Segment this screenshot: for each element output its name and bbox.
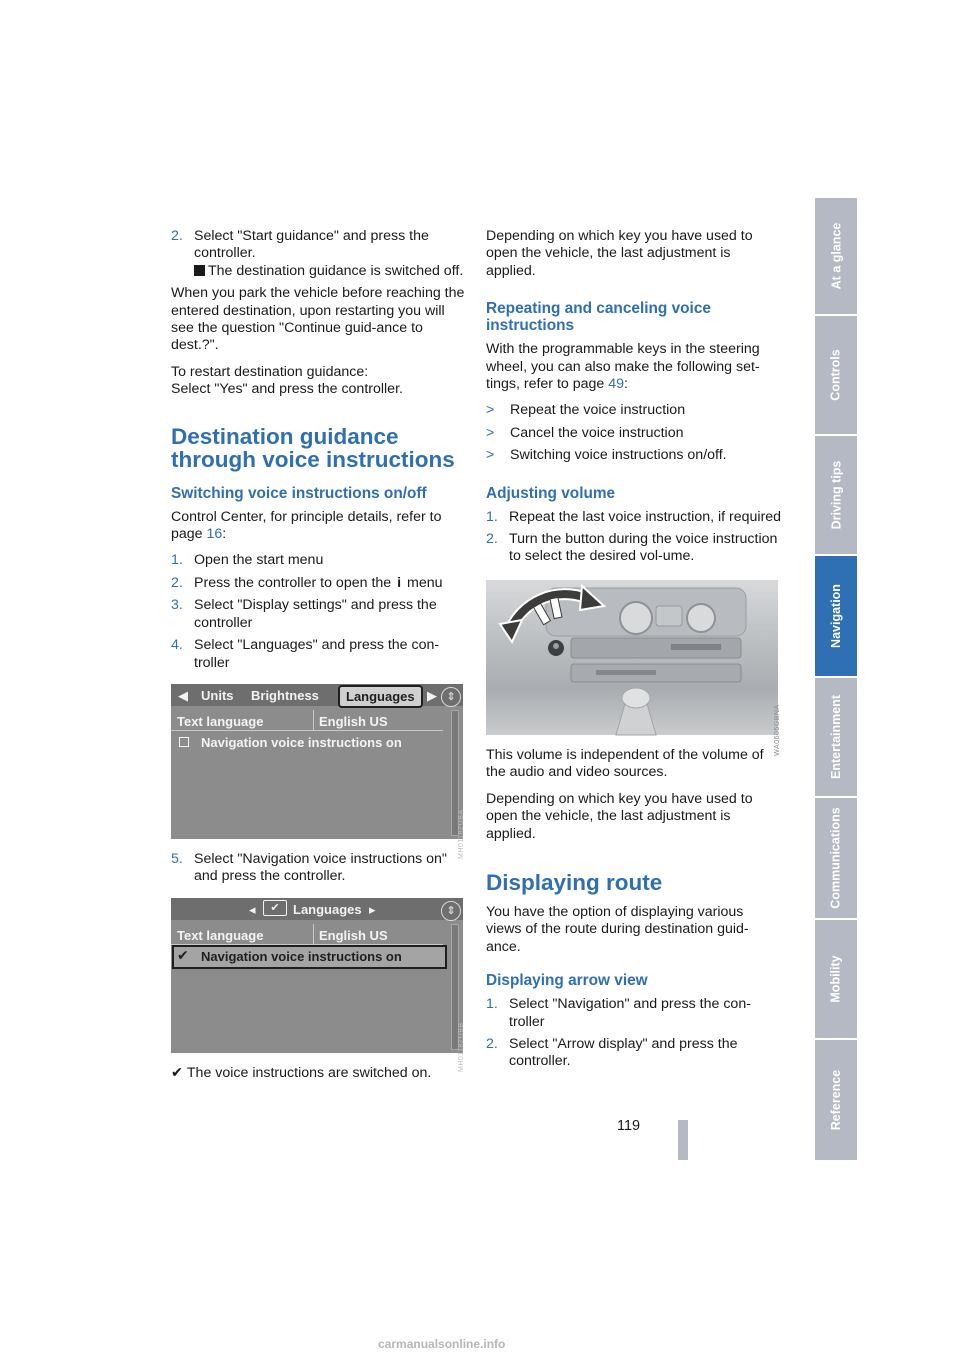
- arrow-step-2: [486, 1036, 782, 1071]
- step-2: [171, 575, 467, 592]
- route-paragraph: You have the option of displaying various views of the route during destination guid-ance.: [486, 903, 749, 955]
- arrow-step-1: [486, 996, 782, 1031]
- step-text: Press the controller to open the: [194, 574, 396, 591]
- restart-line-1: To restart destination guidance:: [171, 363, 369, 380]
- checkbox-icon[interactable]: [179, 737, 189, 747]
- end-of-note-icon: [194, 265, 205, 276]
- bullet-text: Switching voice instructions on/off.: [510, 447, 727, 464]
- menu-title-bar: [171, 898, 463, 920]
- bullet-marker: >: [486, 402, 495, 419]
- heading-line-1: Destination guidance: [171, 423, 399, 449]
- bullet-marker: >: [486, 447, 495, 464]
- footer-watermark: carmanualsonline.info: [378, 1337, 506, 1351]
- image-code: MH0118ZUBB: [458, 1022, 466, 1073]
- page-number: 119: [617, 1118, 641, 1134]
- subheading-volume: Adjusting volume: [486, 484, 616, 502]
- step-1: [171, 552, 467, 569]
- step-number: 4.: [171, 637, 183, 654]
- step-number: 3.: [171, 597, 183, 614]
- step-2-start-guidance: [171, 228, 467, 280]
- navigation-voice-option[interactable]: Navigation voice instructions on: [201, 948, 402, 964]
- cc-text: Control Center, for principle details, refer to page: [171, 508, 442, 543]
- step-5: [171, 851, 467, 886]
- cc-colon: :: [222, 526, 227, 543]
- tab-communications[interactable]: [815, 798, 857, 920]
- step-3: [171, 597, 467, 632]
- tab-driving-tips[interactable]: [815, 436, 857, 556]
- tab-label: Driving tips: [829, 460, 844, 530]
- step-text: Turn the button during the voice instruction to select the desired vol-ume.: [509, 531, 778, 565]
- image-code: MH0118ZUBA: [458, 808, 466, 859]
- prog-text: With the programmable keys in the steering wheel, you can also make the following set-tings, refer to page: [486, 341, 760, 393]
- tab-at-a-glance[interactable]: [815, 198, 857, 316]
- tab-reference[interactable]: [815, 1040, 857, 1160]
- switched-on-text: The voice instructions are switched on.: [186, 1064, 432, 1081]
- controller-knob-icon: ⇕: [441, 687, 461, 707]
- step-text: Select "Display settings" and press the controller: [194, 597, 437, 631]
- restart-paragraph: [171, 364, 467, 399]
- volume-step-2: [486, 531, 782, 566]
- tab-label: Controls: [829, 349, 844, 401]
- section-heading-voice: [171, 425, 467, 471]
- step-number: 1.: [486, 508, 498, 525]
- step-4: [171, 637, 467, 672]
- tab-label: Communications: [829, 807, 843, 909]
- bullet-text: Cancel the voice instruction: [510, 424, 684, 441]
- tab-label: Navigation: [829, 584, 843, 648]
- key-paragraph-2: Depending on which key you have used to open the vehicle, the last adjustment is applied.: [486, 790, 753, 842]
- programmable-keys-paragraph: [486, 341, 782, 393]
- step-text: Select "Navigation" and press the con-troller: [509, 996, 751, 1030]
- tab-units[interactable]: Units: [201, 687, 234, 703]
- text-language-label[interactable]: Text language: [177, 927, 264, 943]
- step-text: Select "Arrow display" and press the controller.: [509, 1035, 738, 1070]
- text-language-value: English US: [319, 927, 388, 943]
- switched-on-paragraph: [171, 1065, 467, 1082]
- image-code: WA0605GBNA: [773, 704, 781, 757]
- restart-line-2: Select "Yes" and press the controller.: [171, 381, 403, 398]
- text-language-value: English US: [319, 713, 388, 729]
- page-number-bar: [678, 1120, 688, 1160]
- step-text: Repeat the last voice instruction, if required: [509, 508, 782, 525]
- languages-menu-screenshot: [171, 684, 466, 859]
- page-link-16[interactable]: 16: [206, 526, 223, 543]
- subheading-switch: Switching voice instructions on/off: [171, 484, 427, 502]
- bullet-marker: >: [486, 424, 495, 441]
- checkmark-icon: ✔: [177, 946, 189, 963]
- park-paragraph: When you park the vehicle before reaching the entered destination, upon restarting you will see the question "Continue guid-ance to dest.?".: [171, 285, 465, 354]
- center-console-photo: [486, 580, 781, 757]
- step-text: Open the start menu: [194, 552, 324, 569]
- page-link-49[interactable]: 49: [608, 376, 625, 393]
- chapter-tabs: [815, 198, 857, 1160]
- arrow-left-icon: ◀: [178, 687, 188, 703]
- tab-label: Mobility: [829, 955, 843, 1003]
- step-text: Select "Start guidance" and press the controller.: [194, 228, 429, 262]
- arrow-right-icon: ▶: [427, 687, 437, 703]
- column-divider: [313, 924, 314, 944]
- arrow-left-icon: ◂: [249, 901, 256, 917]
- subheading-repeat: [486, 300, 782, 334]
- tab-entertainment[interactable]: [815, 678, 857, 798]
- column-divider: [313, 710, 314, 730]
- tab-languages[interactable]: Languages: [338, 685, 423, 708]
- bullet-item: [486, 402, 782, 419]
- checkmark-icon: ✔: [171, 1064, 183, 1081]
- bullet-text: Repeat the voice instruction: [510, 402, 686, 419]
- independent-volume-paragraph: This volume is independent of the volume of the audio and video sources.: [486, 746, 764, 781]
- tab-navigation[interactable]: [815, 556, 857, 678]
- heading-line-2: through voice instructions: [171, 446, 455, 472]
- step-number: 2.: [486, 531, 498, 548]
- right-column: [486, 228, 782, 1076]
- heading-line-2: instructions: [486, 317, 575, 335]
- heading-line-1: Repeating and canceling voice: [486, 300, 711, 318]
- bullet-item: [486, 425, 782, 442]
- check-tab-icon: ✔: [263, 900, 287, 916]
- step-number: 5.: [171, 850, 183, 867]
- menu-tab-bar: [171, 684, 463, 706]
- step-number: 1.: [486, 996, 498, 1013]
- navigation-voice-option[interactable]: Navigation voice instructions on: [201, 734, 402, 750]
- key-paragraph: Depending on which key you have used to open the vehicle, the last adjustment is applied.: [486, 228, 753, 279]
- tab-label: At a glance: [829, 222, 843, 290]
- subheading-arrow: Displaying arrow view: [486, 972, 648, 990]
- left-column: [171, 228, 467, 1091]
- text-language-label[interactable]: Text language: [177, 713, 264, 729]
- console-illustration: [486, 580, 778, 735]
- arrow-right-icon: ▸: [369, 901, 376, 917]
- info-icon: i: [397, 574, 402, 591]
- controller-knob-icon: ⇕: [441, 901, 461, 921]
- tab-label: Reference: [829, 1069, 844, 1131]
- step-text: Select "Languages" and press the con-troller: [194, 637, 440, 671]
- step-number: 2.: [171, 574, 183, 591]
- bullet-item: [486, 447, 782, 464]
- section-heading-route: Displaying route: [486, 869, 663, 895]
- prog-colon: :: [624, 376, 628, 393]
- tab-brightness[interactable]: Brightness: [251, 687, 319, 703]
- step-number: 2.: [171, 228, 183, 244]
- step-number: 2.: [486, 1035, 498, 1052]
- control-center-paragraph: [171, 509, 467, 544]
- tab-label: Entertainment: [829, 694, 844, 780]
- step-text: Select "Navigation voice instructions on" and press the controller.: [194, 850, 447, 885]
- tab-controls[interactable]: [815, 316, 857, 436]
- step-number: 1.: [171, 552, 183, 569]
- menu-title: Languages: [293, 901, 362, 917]
- step-text-end: menu: [403, 574, 443, 591]
- step-note: The destination guidance is switched off.: [208, 262, 464, 279]
- tab-mobility[interactable]: [815, 920, 857, 1040]
- volume-step-1: [486, 509, 782, 526]
